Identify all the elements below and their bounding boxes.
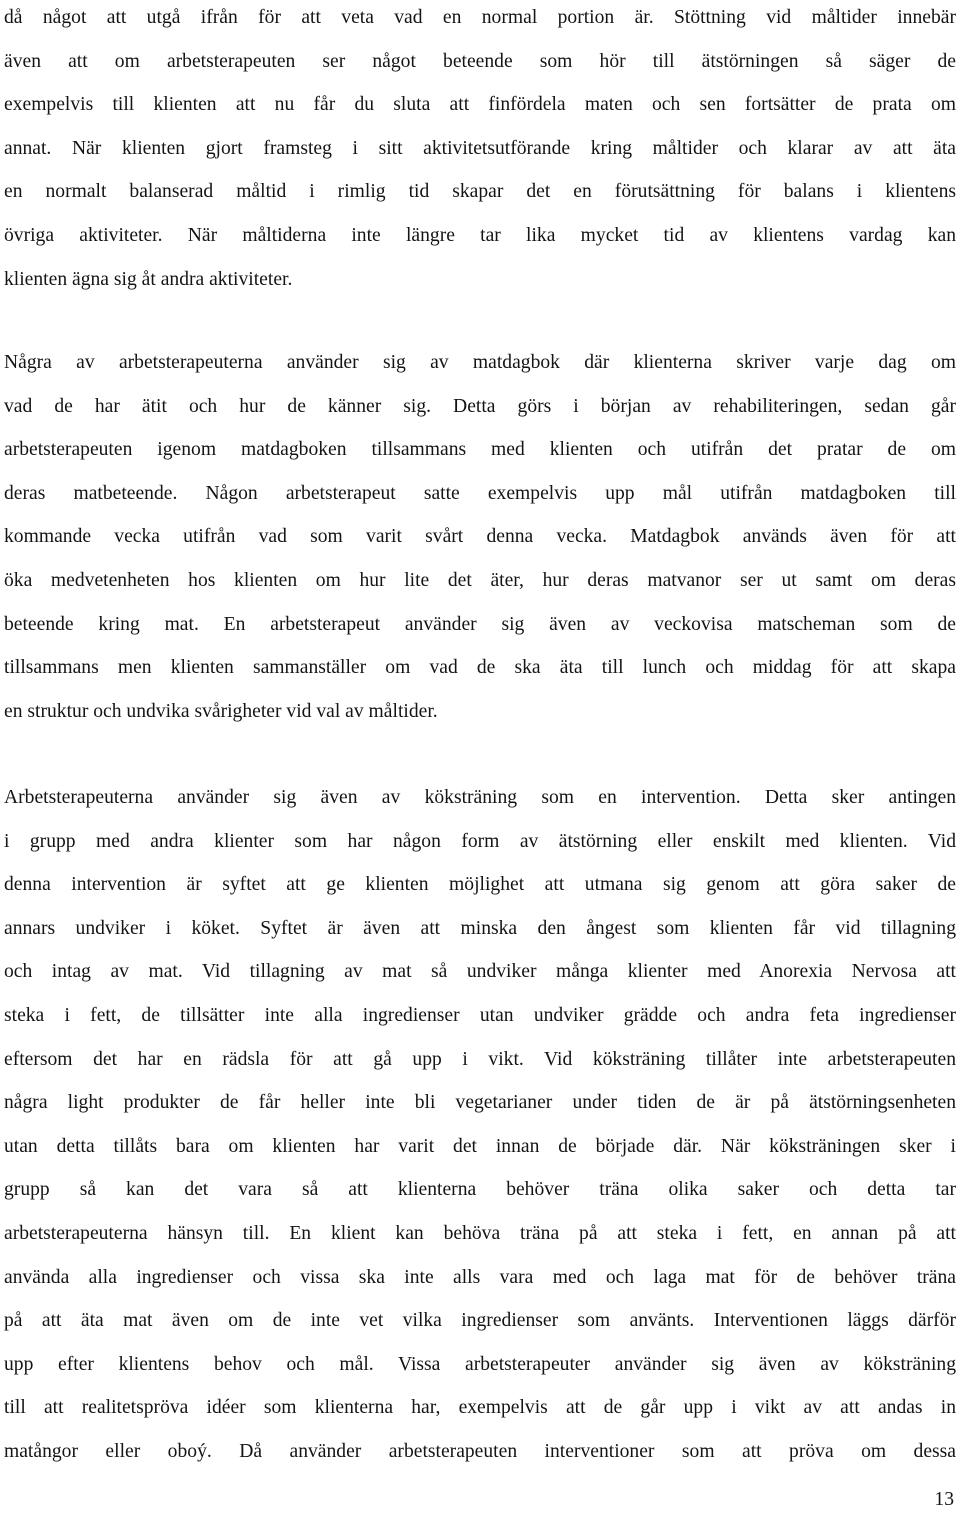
paragraph-food-diary (4, 341, 956, 733)
text-line: då något att utgå ifrån för att veta vad en normal portion är. Stöttning vid måltider innebär (4, 7, 956, 28)
text-line: steka i fett, de tillsätter inte alla ingredienser utan undviker grädde och andra feta ingredienser (4, 1004, 956, 1026)
text-line: på att äta mat även om de inte vet vilka ingredienser som använts. Interventionen läggs därför (4, 1310, 956, 1332)
text-line: matångor eller oboý. Då använder arbetsterapeuten interventioner som att pröva om dessa (4, 1440, 956, 1462)
text-line: några light produkter de får heller inte bli vegetarianer under tiden de är på ätstörningsenheten (4, 1092, 956, 1114)
text-line: arbetsterapeuterna hänsyn till. En klient kan behöva träna på att steka i fett, en annan på att (4, 1222, 956, 1244)
text-line: Några av arbetsterapeuterna använder sig av matdagbok där klienterna skriver varje dag om (4, 352, 956, 373)
text-line: annat. När klienten gjort framsteg i sitt aktivitetsutförande kring måltider och klarar av att äta (4, 137, 956, 159)
text-line: denna intervention är syftet att ge klienten möjlighet att utmana sig genom att göra saker de (4, 874, 956, 896)
text-line: även att om arbetsterapeuten ser något beteende som hör till ätstörningen så säger de (4, 50, 956, 72)
text-line: i grupp med andra klienter som har någon form av ätstörning eller enskilt med klienten. Vid (4, 830, 956, 852)
text-line: grupp så kan det vara så att klienterna behöver träna olika saker och detta tar (4, 1179, 956, 1201)
page-number: 13 (934, 1489, 954, 1510)
text-line: annars undviker i köket. Syftet är även att minska den ångest som klienten får vid tillagning (4, 917, 956, 939)
text-line: Arbetsterapeuterna använder sig även av köksträning som en intervention. Detta sker antingen (4, 787, 956, 808)
text-line: en struktur och undvika svårigheter vid val av måltider. (4, 700, 438, 722)
text-line: klienten ägna sig åt andra aktiviteter. (4, 268, 293, 290)
text-line: övriga aktiviteter. När måltiderna inte längre tar lika mycket tid av klientens vardag kan (4, 224, 956, 246)
text-line: beteende kring mat. En arbetsterapeut använder sig även av veckovisa matscheman som de (4, 613, 956, 635)
text-line: exempelvis till klienten att nu får du sluta att finfördela maten och sen fortsätter de prata om (4, 94, 956, 116)
paragraph-meal-support (4, 0, 956, 301)
text-line: upp efter klientens behov och mål. Vissa arbetsterapeuter använder sig även av köksträning (4, 1353, 956, 1375)
text-line: kommande vecka utifrån vad som varit svårt denna vecka. Matdagbok används även för att (4, 526, 956, 548)
text-line: utan detta tillåts bara om klienten har varit det innan de började där. När köksträningen sker i (4, 1135, 956, 1157)
text-line: och intag av mat. Vid tillagning av mat så undviker många klienter med Anorexia Nervosa att (4, 961, 956, 983)
text-line: vad de har ätit och hur de känner sig. Detta görs i början av rehabiliteringen, sedan går (4, 395, 956, 417)
text-line: eftersom det har en rädsla för att gå upp i vikt. Vid köksträning tillåter inte arbetsterapeuten (4, 1048, 956, 1070)
text-line: till att realitetspröva idéer som klienterna har, exempelvis att de går upp i vikt av att andas in (4, 1397, 956, 1419)
text-line: använda alla ingredienser och vissa ska inte alls vara med och laga mat för de behöver träna (4, 1266, 956, 1288)
text-line: arbetsterapeuten igenom matdagboken tillsammans med klienten och utifrån det pratar de om (4, 439, 956, 461)
text-line: en normalt balanserad måltid i rimlig tid skapar det en förutsättning för balans i klientens (4, 181, 956, 203)
paragraph-kitchen-training (4, 776, 956, 1474)
text-line: tillsammans men klienten sammanställer om vad de ska äta till lunch och middag för att skapa (4, 657, 956, 679)
text-line: deras matbeteende. Någon arbetsterapeut satte exempelvis upp mål utifrån matdagboken till (4, 482, 956, 504)
text-line: öka medvetenheten hos klienten om hur lite det äter, hur deras matvanor ser ut samt om deras (4, 569, 956, 591)
